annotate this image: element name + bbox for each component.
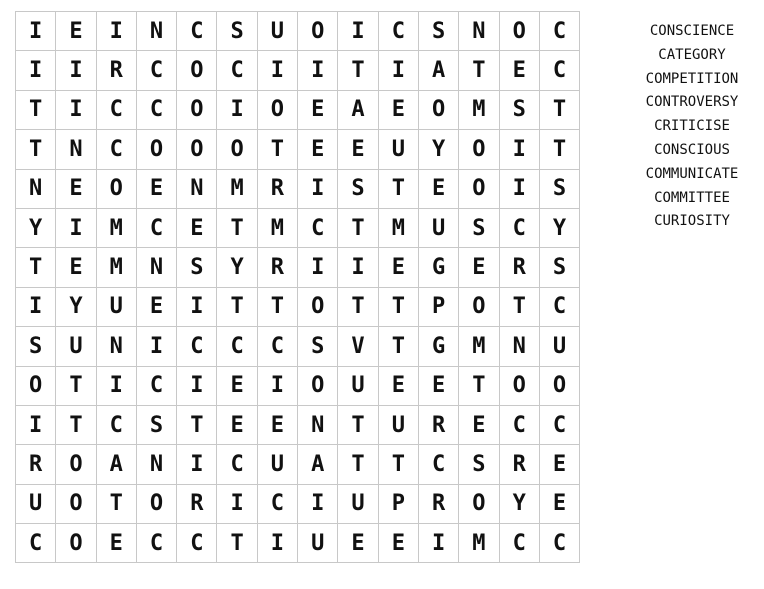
grid-cell[interactable]: C bbox=[418, 445, 458, 484]
grid-cell[interactable]: S bbox=[459, 445, 499, 484]
grid-row bbox=[16, 366, 580, 405]
grid-cell[interactable]: E bbox=[459, 248, 499, 287]
grid-cell[interactable]: U bbox=[257, 445, 297, 484]
grid-cell[interactable]: A bbox=[96, 445, 136, 484]
grid-row bbox=[16, 169, 580, 208]
grid-cell[interactable]: I bbox=[16, 12, 56, 51]
grid-cell[interactable]: R bbox=[418, 484, 458, 523]
grid-cell[interactable]: N bbox=[136, 12, 176, 51]
grid-cell[interactable]: O bbox=[499, 366, 539, 405]
grid-cell[interactable]: A bbox=[418, 51, 458, 90]
grid-cell[interactable]: S bbox=[338, 169, 378, 208]
grid-cell[interactable]: E bbox=[539, 445, 579, 484]
grid-cell[interactable]: M bbox=[459, 90, 499, 129]
grid-cell[interactable]: T bbox=[338, 405, 378, 444]
grid-cell[interactable]: U bbox=[338, 366, 378, 405]
grid-cell[interactable]: O bbox=[298, 366, 338, 405]
grid-cell[interactable]: U bbox=[257, 12, 297, 51]
grid-row bbox=[16, 12, 580, 51]
grid-cell[interactable]: E bbox=[418, 169, 458, 208]
grid-cell[interactable]: C bbox=[177, 12, 217, 51]
letter-grid bbox=[15, 11, 580, 563]
grid-cell[interactable]: T bbox=[338, 208, 378, 247]
grid-cell[interactable]: G bbox=[418, 248, 458, 287]
grid-cell[interactable]: O bbox=[459, 169, 499, 208]
grid-cell[interactable]: Y bbox=[539, 208, 579, 247]
grid-cell[interactable]: E bbox=[136, 169, 176, 208]
grid-cell[interactable]: E bbox=[378, 524, 418, 563]
grid-cell[interactable]: T bbox=[338, 51, 378, 90]
grid-cell[interactable]: O bbox=[298, 12, 338, 51]
grid-cell[interactable]: T bbox=[539, 130, 579, 169]
grid-cell[interactable]: S bbox=[136, 405, 176, 444]
grid-cell[interactable]: I bbox=[16, 287, 56, 326]
grid-cell[interactable]: T bbox=[217, 524, 257, 563]
grid-cell[interactable]: I bbox=[499, 169, 539, 208]
grid-body bbox=[16, 12, 580, 563]
grid-row bbox=[16, 445, 580, 484]
grid-cell[interactable]: E bbox=[418, 366, 458, 405]
grid-cell[interactable]: T bbox=[217, 208, 257, 247]
grid-cell[interactable]: O bbox=[459, 287, 499, 326]
grid-cell[interactable]: T bbox=[459, 366, 499, 405]
grid-cell[interactable]: T bbox=[56, 366, 96, 405]
grid-cell[interactable]: E bbox=[499, 51, 539, 90]
grid-cell[interactable]: C bbox=[217, 327, 257, 366]
grid-cell[interactable]: C bbox=[257, 484, 297, 523]
grid-cell[interactable]: R bbox=[96, 51, 136, 90]
grid-cell[interactable]: G bbox=[418, 327, 458, 366]
grid-cell[interactable]: C bbox=[177, 327, 217, 366]
grid-cell[interactable]: E bbox=[378, 90, 418, 129]
grid-cell[interactable]: C bbox=[136, 51, 176, 90]
grid-cell[interactable]: I bbox=[298, 248, 338, 287]
grid-cell[interactable]: E bbox=[96, 524, 136, 563]
word-list-item: COMMUNICATE bbox=[645, 165, 739, 182]
grid-row bbox=[16, 405, 580, 444]
grid-cell[interactable]: E bbox=[136, 287, 176, 326]
grid-cell[interactable]: R bbox=[418, 405, 458, 444]
grid-cell[interactable]: C bbox=[217, 445, 257, 484]
grid-cell[interactable]: C bbox=[539, 51, 579, 90]
grid-cell[interactable]: E bbox=[217, 366, 257, 405]
grid-cell[interactable]: O bbox=[257, 90, 297, 129]
grid-cell[interactable]: U bbox=[418, 208, 458, 247]
grid-cell[interactable]: P bbox=[418, 287, 458, 326]
grid-cell[interactable]: M bbox=[459, 327, 499, 366]
grid-cell[interactable]: R bbox=[257, 248, 297, 287]
grid-cell[interactable]: N bbox=[56, 130, 96, 169]
word-list-item: CRITICISE bbox=[654, 118, 730, 135]
grid-cell[interactable]: T bbox=[499, 287, 539, 326]
grid-cell[interactable]: I bbox=[217, 484, 257, 523]
grid-cell[interactable]: A bbox=[338, 90, 378, 129]
grid-cell[interactable]: I bbox=[257, 51, 297, 90]
grid-cell[interactable]: C bbox=[16, 524, 56, 563]
grid-cell[interactable]: E bbox=[56, 248, 96, 287]
grid-cell[interactable]: I bbox=[298, 51, 338, 90]
grid-cell[interactable]: E bbox=[177, 208, 217, 247]
grid-cell[interactable]: C bbox=[136, 366, 176, 405]
word-list-item: COMPETITION bbox=[645, 70, 739, 87]
grid-cell[interactable]: M bbox=[378, 208, 418, 247]
grid-cell[interactable]: S bbox=[499, 90, 539, 129]
grid-cell[interactable]: M bbox=[257, 208, 297, 247]
grid-cell[interactable]: T bbox=[16, 130, 56, 169]
grid-cell[interactable]: I bbox=[56, 90, 96, 129]
grid-cell[interactable]: S bbox=[177, 248, 217, 287]
grid-cell[interactable]: E bbox=[338, 130, 378, 169]
grid-cell[interactable]: T bbox=[338, 445, 378, 484]
grid-cell[interactable]: I bbox=[56, 208, 96, 247]
grid-cell[interactable]: Y bbox=[418, 130, 458, 169]
grid-cell[interactable]: I bbox=[257, 524, 297, 563]
grid-row bbox=[16, 287, 580, 326]
grid-cell[interactable]: O bbox=[177, 51, 217, 90]
grid-cell[interactable]: U bbox=[378, 130, 418, 169]
grid-cell[interactable]: O bbox=[499, 12, 539, 51]
grid-cell[interactable]: E bbox=[257, 405, 297, 444]
grid-cell[interactable]: U bbox=[378, 405, 418, 444]
grid-cell[interactable]: C bbox=[539, 12, 579, 51]
grid-cell[interactable]: C bbox=[298, 208, 338, 247]
grid-cell[interactable]: T bbox=[16, 248, 56, 287]
grid-cell[interactable]: T bbox=[16, 90, 56, 129]
grid-cell[interactable]: S bbox=[539, 169, 579, 208]
grid-cell[interactable]: I bbox=[378, 51, 418, 90]
grid-cell[interactable]: T bbox=[338, 287, 378, 326]
grid-cell[interactable]: I bbox=[177, 445, 217, 484]
grid-cell[interactable]: O bbox=[136, 484, 176, 523]
grid-cell[interactable]: T bbox=[96, 484, 136, 523]
grid-cell[interactable]: E bbox=[217, 405, 257, 444]
grid-cell[interactable]: M bbox=[96, 208, 136, 247]
grid-cell[interactable]: C bbox=[539, 524, 579, 563]
grid-cell[interactable]: C bbox=[136, 524, 176, 563]
grid-cell[interactable]: N bbox=[136, 445, 176, 484]
grid-row bbox=[16, 130, 580, 169]
grid-cell[interactable]: T bbox=[378, 287, 418, 326]
grid-cell[interactable]: S bbox=[217, 12, 257, 51]
grid-row bbox=[16, 208, 580, 247]
grid-cell[interactable]: O bbox=[136, 130, 176, 169]
grid-cell[interactable]: T bbox=[217, 287, 257, 326]
grid-cell[interactable]: C bbox=[378, 12, 418, 51]
grid-cell[interactable]: C bbox=[499, 524, 539, 563]
word-list bbox=[632, 20, 752, 234]
word-list-item: COMMITTEE bbox=[654, 189, 730, 206]
grid-cell[interactable]: Y bbox=[217, 248, 257, 287]
grid-cell[interactable]: I bbox=[499, 130, 539, 169]
word-list-item: CONTROVERSY bbox=[645, 94, 739, 111]
grid-cell[interactable]: O bbox=[56, 484, 96, 523]
grid-cell[interactable]: C bbox=[539, 405, 579, 444]
grid-cell[interactable]: P bbox=[378, 484, 418, 523]
grid-cell[interactable]: T bbox=[378, 445, 418, 484]
grid-cell[interactable]: N bbox=[136, 248, 176, 287]
grid-cell[interactable]: O bbox=[56, 445, 96, 484]
grid-cell[interactable]: I bbox=[96, 12, 136, 51]
grid-cell[interactable]: T bbox=[539, 90, 579, 129]
grid-cell[interactable]: V bbox=[338, 327, 378, 366]
grid-row bbox=[16, 524, 580, 563]
grid-cell[interactable]: C bbox=[96, 90, 136, 129]
grid-cell[interactable]: C bbox=[96, 405, 136, 444]
grid-cell[interactable]: C bbox=[177, 524, 217, 563]
grid-cell[interactable]: O bbox=[16, 366, 56, 405]
grid-cell[interactable]: N bbox=[298, 405, 338, 444]
grid-cell[interactable]: U bbox=[96, 287, 136, 326]
grid-cell[interactable]: N bbox=[96, 327, 136, 366]
grid-cell[interactable]: U bbox=[298, 524, 338, 563]
grid-cell[interactable]: M bbox=[459, 524, 499, 563]
grid-cell[interactable]: E bbox=[298, 90, 338, 129]
grid-cell[interactable]: E bbox=[459, 405, 499, 444]
grid-cell[interactable]: I bbox=[177, 287, 217, 326]
grid-cell[interactable]: U bbox=[338, 484, 378, 523]
grid-cell[interactable]: I bbox=[16, 51, 56, 90]
grid-row bbox=[16, 248, 580, 287]
grid-cell[interactable]: O bbox=[298, 287, 338, 326]
grid-cell[interactable]: M bbox=[96, 248, 136, 287]
grid-cell[interactable]: I bbox=[338, 12, 378, 51]
grid-cell[interactable]: R bbox=[177, 484, 217, 523]
grid-cell[interactable]: E bbox=[539, 484, 579, 523]
grid-cell[interactable]: T bbox=[257, 287, 297, 326]
grid-cell[interactable]: T bbox=[378, 169, 418, 208]
grid-cell[interactable]: I bbox=[177, 366, 217, 405]
grid-cell[interactable]: E bbox=[338, 524, 378, 563]
grid-cell[interactable]: R bbox=[499, 445, 539, 484]
grid-cell[interactable]: R bbox=[257, 169, 297, 208]
grid-cell[interactable]: A bbox=[298, 445, 338, 484]
grid-cell[interactable]: T bbox=[459, 51, 499, 90]
grid-cell[interactable]: S bbox=[298, 327, 338, 366]
grid-cell[interactable]: I bbox=[338, 248, 378, 287]
grid-cell[interactable]: N bbox=[16, 169, 56, 208]
grid-cell[interactable]: E bbox=[56, 12, 96, 51]
grid-cell[interactable]: R bbox=[499, 248, 539, 287]
grid-cell[interactable]: O bbox=[418, 90, 458, 129]
grid-cell[interactable]: I bbox=[418, 524, 458, 563]
grid-cell[interactable]: U bbox=[56, 327, 96, 366]
grid-cell[interactable]: O bbox=[177, 130, 217, 169]
grid-cell[interactable]: I bbox=[217, 90, 257, 129]
grid-cell[interactable]: O bbox=[539, 366, 579, 405]
grid-cell[interactable]: O bbox=[217, 130, 257, 169]
grid-cell[interactable]: U bbox=[16, 484, 56, 523]
grid-cell[interactable]: C bbox=[136, 208, 176, 247]
grid-cell[interactable]: I bbox=[257, 366, 297, 405]
word-list-item: CONSCIOUS bbox=[654, 141, 730, 158]
grid-cell[interactable]: U bbox=[539, 327, 579, 366]
grid-cell[interactable]: T bbox=[378, 327, 418, 366]
grid-cell[interactable]: C bbox=[499, 208, 539, 247]
grid-cell[interactable]: O bbox=[56, 524, 96, 563]
grid-cell[interactable]: E bbox=[298, 130, 338, 169]
word-list-item: CONSCIENCE bbox=[649, 23, 735, 39]
grid-cell[interactable]: O bbox=[459, 130, 499, 169]
grid-cell[interactable]: O bbox=[459, 484, 499, 523]
grid-cell[interactable]: C bbox=[539, 287, 579, 326]
grid-cell[interactable]: I bbox=[136, 327, 176, 366]
grid-cell[interactable]: I bbox=[298, 169, 338, 208]
grid-cell[interactable]: E bbox=[378, 248, 418, 287]
word-list-item: CURIOSITY bbox=[654, 213, 730, 230]
grid-cell[interactable]: N bbox=[499, 327, 539, 366]
grid-cell[interactable]: E bbox=[56, 169, 96, 208]
grid-cell[interactable]: C bbox=[257, 327, 297, 366]
grid-cell[interactable]: I bbox=[96, 366, 136, 405]
grid-row bbox=[16, 51, 580, 90]
grid-cell[interactable]: C bbox=[217, 51, 257, 90]
grid-cell[interactable]: T bbox=[177, 405, 217, 444]
grid-row bbox=[16, 327, 580, 366]
grid-cell[interactable]: I bbox=[56, 51, 96, 90]
grid-cell[interactable]: T bbox=[56, 405, 96, 444]
grid-cell[interactable]: C bbox=[136, 90, 176, 129]
grid-cell[interactable]: S bbox=[16, 327, 56, 366]
grid-cell[interactable]: M bbox=[217, 169, 257, 208]
grid-row bbox=[16, 90, 580, 129]
grid-row bbox=[16, 484, 580, 523]
grid-cell[interactable]: S bbox=[459, 208, 499, 247]
grid-cell[interactable]: O bbox=[177, 90, 217, 129]
grid-cell[interactable]: C bbox=[499, 405, 539, 444]
grid-cell[interactable]: O bbox=[96, 169, 136, 208]
grid-cell[interactable]: Y bbox=[16, 208, 56, 247]
grid-cell[interactable]: Y bbox=[56, 287, 96, 326]
grid-cell[interactable]: S bbox=[418, 12, 458, 51]
grid-cell[interactable]: C bbox=[96, 130, 136, 169]
word-list-item: CATEGORY bbox=[658, 46, 726, 63]
grid-cell[interactable]: T bbox=[257, 130, 297, 169]
grid-cell[interactable]: I bbox=[16, 405, 56, 444]
grid-cell[interactable]: Y bbox=[499, 484, 539, 523]
grid-cell[interactable]: N bbox=[459, 12, 499, 51]
grid-cell[interactable]: R bbox=[16, 445, 56, 484]
grid-cell[interactable]: I bbox=[298, 484, 338, 523]
grid-cell[interactable]: S bbox=[539, 248, 579, 287]
grid-cell[interactable]: E bbox=[378, 366, 418, 405]
grid-cell[interactable]: N bbox=[177, 169, 217, 208]
